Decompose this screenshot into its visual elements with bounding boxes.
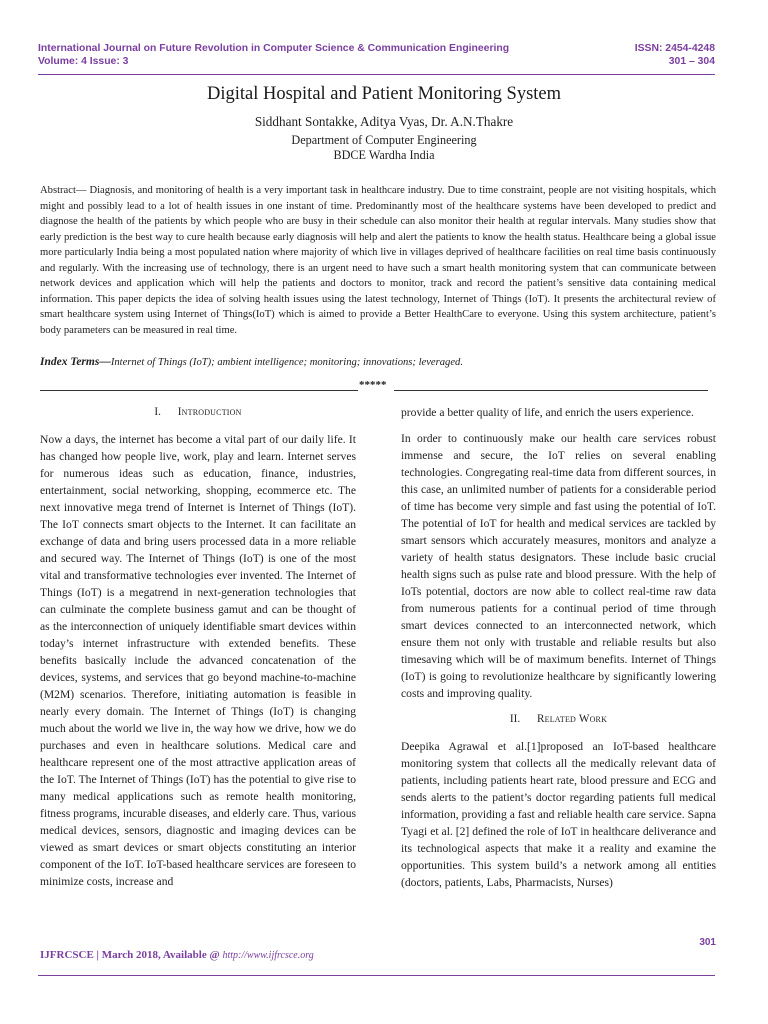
paper-title: Digital Hospital and Patient Monitoring System: [206, 84, 562, 104]
abstract: Abstract— Diagnosis, and monitoring of health is a very important task in healthcare industry. Due to time constraint, people are not visiting hospitals, which might and possibly lead to a lot of health issues in one instant of time. Predominantly most of the healthcare systems have been developed to predict and diagnose the health of the patients by which people who are busy in their schedule can also monitor their health at regular intervals. Many studies show that early prediction is the best way to cure health because early diagnosis will help and alert the patients to know the health status. Healthcare being a global issue more particularly India being a most populated nation where majority of which live in villages deprived of healthcare facilities on real time basis continuously and regularly. With the increasing use of technology, there is an urgent need to have such a smart health monitoring system that can communicate between network devices and application which will help the patients and doctors to monitor, track and record the patient’s sensitive data containing medical information. This paper depicts the idea of solving health issues using the latest technology, Internet of Things (IoT). It presents the architectural review of smart healthcare system using Internet of Things(IoT) which is aimed to provide a Better HealthCare to everyone. Using this system architecture, patient’s body parameters can be measured in real time.: [40, 185, 716, 336]
section-title: Introduction: [177, 406, 242, 418]
index-terms-text: Internet of Things (IoT); ambient intelligence; monitoring; innovations; leveraged.: [110, 357, 464, 368]
issn: ISSN: 2454-4248: [634, 43, 715, 54]
header-rule: [38, 74, 715, 75]
right-column: [401, 404, 716, 900]
affiliation: [0, 133, 768, 163]
separator-line-right: [394, 390, 708, 391]
section-heading-related-work: [401, 711, 716, 728]
footer: [40, 949, 314, 961]
section-number: II.: [509, 713, 521, 725]
header-left: [38, 42, 509, 68]
paragraph: In order to continuously make our health care services robust immense and secure, the IoT relies on several enabling technologies. Congregating real-time data from different sources, in this case, an unlimited number of patients for a considerable period of time has become very simple and fast using the potential of IoT. The potential of IoT for health and medical services are tackled by smart sensors which accurately measures, monitors and analyze a variety of health status designators. These include basic crucial health signs such as pulse rate and blood pressure. With the help of IoTs potential, doctors are now able to collect real-time raw data from numerous patients for a continual period of time through smart devices connected to an interconnected network, which ensure them not only with trustable and reliable results but also timesaving which will be of maximum benefits. Internet of Things (IoT) is going to revolutionize healthcare by significantly lowering costs and improving quality.: [401, 432, 716, 700]
page-number: 301: [699, 937, 716, 948]
paragraph: Deepika Agrawal et al.[1]proposed an IoT-based healthcare monitoring system that collects all the medically relevant data of patients, including patients heart rate, blood pressure and ECG and sends alerts to the patient’s doctor regarding patients full medical information, providing a fast and reliable health care service. Sapna Tyagi et al. [2] defined the role of IoT in healthcare deliverance and its technological aspects that make it a reality and examine the opportunities. This system build’s a network among all entities (doctors, patients, Labs, Pharmacists, Nurses): [401, 740, 716, 889]
section-title: Related Work: [536, 713, 608, 725]
volume-issue: Volume: 4 Issue: 3: [38, 56, 129, 67]
department: Department of Computer Engineering: [291, 133, 477, 147]
separator: [40, 380, 708, 394]
section-number: I.: [154, 406, 161, 418]
index-terms-label: Index Terms—: [40, 356, 111, 368]
paragraph: Now a days, the internet has become a vital part of our daily life. It has changed how people live, work, play and learn. Internet serves for numerous ideas such as education, finance, industries, entertainment, social networking, shopping, ecommerce etc. The next innovative mega trend of Internet is Internet of Things (IoT). The IoT connects smart objects to the Internet. It can facilitate an exchange of data and bring users processed data in a more reliable and secured way. The Internet of Things (IoT) is one of the most vital and transformative technologies ever invented. The Internet of Things (IoT) is a megatrend in next-generation technologies that can culminate the complete business gamut and can be thought of as the interconnection of uniquely identifiable smart devices within today’s internet infrastructure with extended benefits. These benefits basically include the advanced concatenation of the devices, systems, and services that go beyond machine-to-machine (M2M) scenarios. Therefore, initiating automation is feasible in nearly every domain. The Internet of Things (IoT) is changing much about the world we live in, the way how we drive, how we do purchases and even in healthcare solutions. Medical care and healthcare represent one of the most attractive application areas of the IoT. The Internet of Things (IoT) has the potential to give rise to many medical applications such as remote health monitoring, fitness programs, incurable diseases, and elderly care. Thus, various medical devices, sensors, diagnostic and imaging devices can be viewed as smart devices or smart objects constituting an interior component of the IoT. IoT-based healthcare services are foreseen to minimize costs, increase and: [40, 433, 356, 888]
footer-text: IJFRCSCE | March 2018, Available @: [40, 949, 223, 961]
paragraph: provide a better quality of life, and enrich the users experience.: [401, 406, 694, 419]
footer-url[interactable]: http://www.ijfrcsce.org: [222, 950, 314, 961]
page-range: 301 – 304: [668, 56, 715, 67]
header-right: [635, 42, 715, 68]
separator-line-left: [40, 390, 358, 391]
index-terms: [40, 356, 716, 368]
section-heading-introduction: [40, 404, 356, 421]
authors: Siddhant Sontakke, Aditya Vyas, Dr. A.N.Thakre: [254, 114, 514, 129]
left-column: [40, 404, 356, 899]
footer-rule: [38, 975, 715, 976]
separator-stars: *****: [359, 379, 387, 391]
institute: BDCE Wardha India: [333, 148, 435, 162]
journal-name: International Journal on Future Revolution in Computer Science & Communication Engineering: [38, 43, 510, 54]
